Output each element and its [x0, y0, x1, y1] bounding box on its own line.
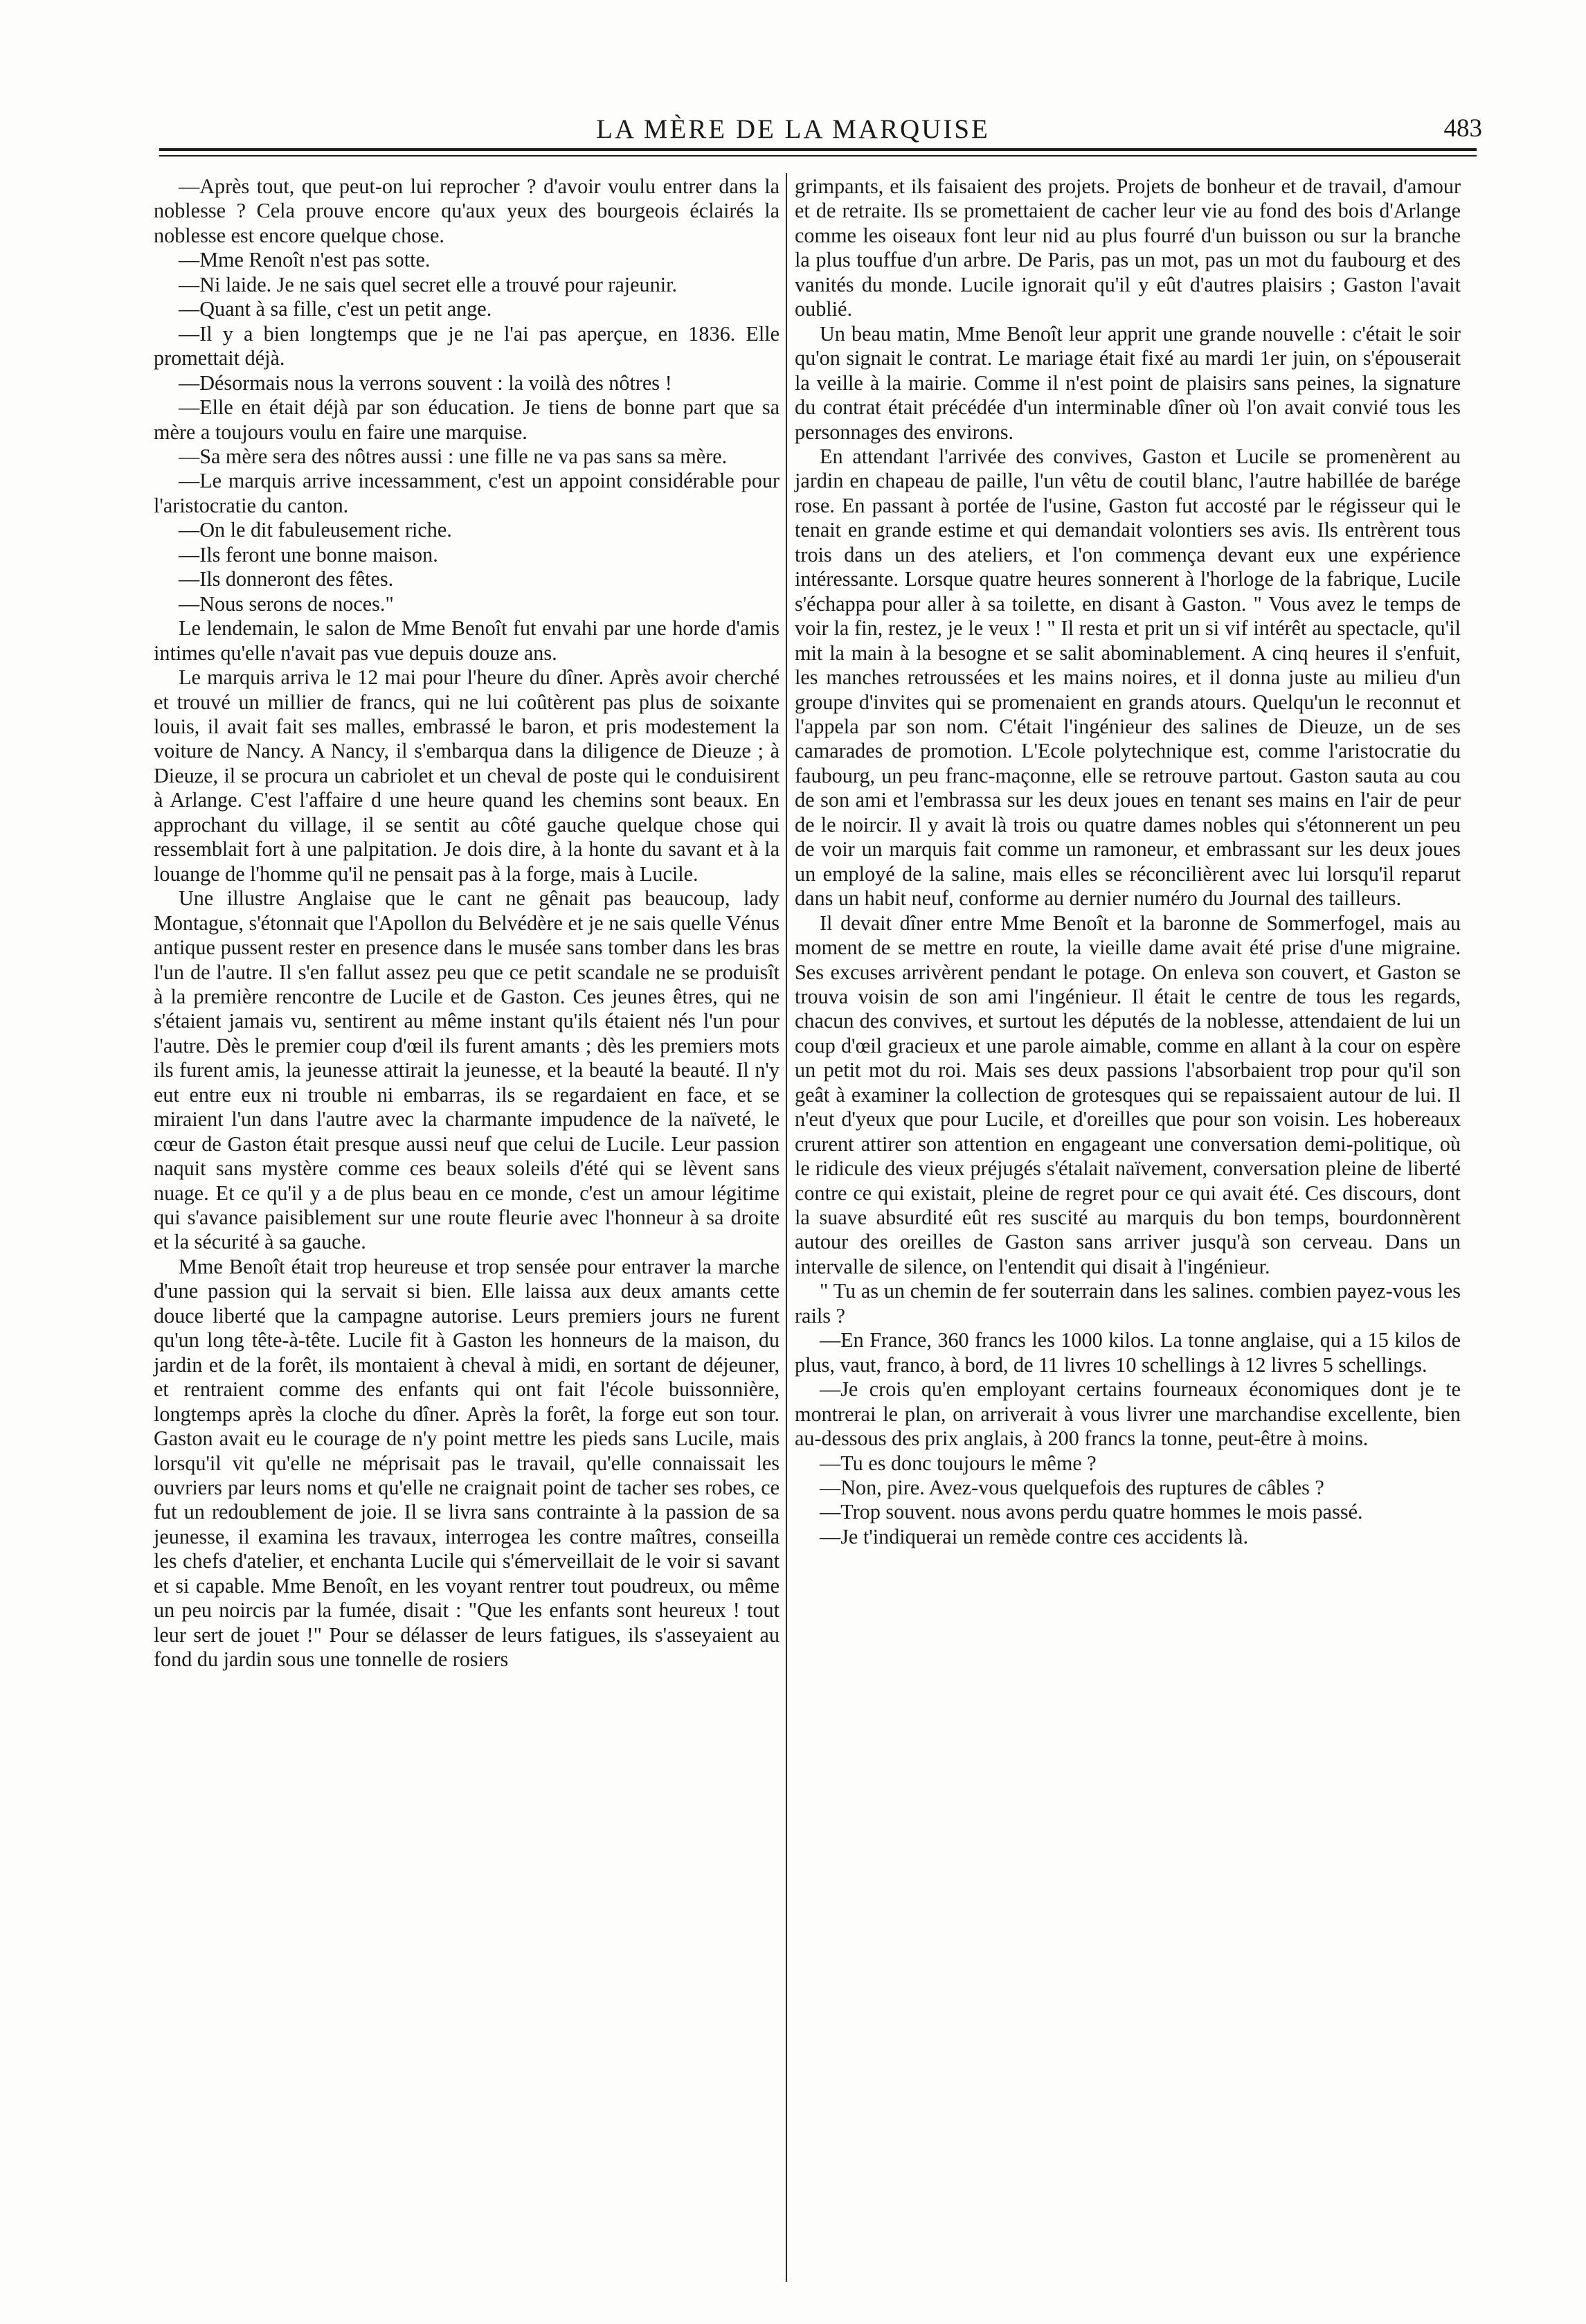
paragraph: —Ni laide. Je ne sais quel secret elle a trouvé pour rajeunir.	[179, 272, 678, 296]
paragraph: —En France, 360 francs les 1000 kilos. La tonne anglaise, qui a 15 kilos de plus, vaut, franco, à bord, de 11 livres 10 schellings à 12 livres 5 schellings.	[795, 1328, 1461, 1377]
paragraph: —Tu es donc toujours le même ?	[820, 1451, 1097, 1475]
paragraph: Il devait dîner entre Mme Benoît et la baronne de Sommerfogel, mais au moment de se mettre en route, la vieille dame avait été prise d'une migraine. Ses excuses arrivèrent pendant le potage. On enleva son couvert, et Gaston se trouva voisin de son ami l'ingénieur. Il était le centre de tous les regards, chacun des convives, et surtout les députés de la noblesse, attendaient de lui un coup d'œil gracieux et une parole aimable, comme en allant à la cour on espère un petit mot du roi. Mais ses deux passions l'absorbaient trop pour qu'il son geât à examiner la collection de grotesques qui se repaissaient autour de lui. Il n'eut d'yeux que pour Lucile, et d'oreilles que pour son voisin. Les hobereaux crurent attirer son attention en engageant une conversation demi-politique, où le ridicule des vieux préjugés s'étalait naïvement, conversation pleine de liberté contre ce qui existait, pleine de regret pour ce qui avait été. Ces discours, dont la suave absurdité eût res suscité au marquis du bon temps, bourdonnèrent autour des oreilles de Gaston sans arriver jusqu'à son cerveau. Dans un intervalle de silence, on l'entendit qui disait à l'ingénieur.	[795, 911, 1461, 1278]
paragraph: Mme Benoît était trop heureuse et trop sensée pour entraver la marche d'une passion qui la servait si bien. Elle laissa aux deux amants cette douce liberté que la campagne autorise. Leurs premiers jours ne furent qu'un long tête-à-tête. Lucile fit à Gaston les honneurs de la maison, du jardin et de la forêt, ils montaient à cheval à midi, en sortant de déjeuner, et rentraient comme des enfants qui ont fait l'école buissonnière, longtemps après la cloche du dîner. Après la forêt, la forge eut son tour. Gaston avait eu le courage de n'y point mettre les pieds sans Lucile, mais lorsqu'il vit qu'elle ne méprisait pas le travail, qu'elle connaissait les ouvriers par leurs noms et qu'elle ne craignait point de tacher ses robes, ce fut un redoublement de joie. Il se livra sans contrainte à la passion de sa jeunesse, il examina les travaux, interrogea les contre maîtres, conseilla les chefs d'atelier, et enchanta Lucile qui s'émerveillait de le voir si savant et si capable. Mme Benoît, en les voyant rentrer tout poudreux, ou même un peu noircis par la fumée, disait : "Que les enfants sont heureux ! tout leur sert de jouet !" Pour se délasser de leurs fatigues, ils s'asseyaient au fond du jardin sous une tonnelle de rosiers	[154, 1254, 780, 1672]
header-rule-thin	[159, 155, 1477, 157]
paragraph: Une illustre Anglaise que le cant ne gênait pas beaucoup, lady Montague, s'étonnait que l'Apollon du Belvédère et je ne sais quelle Vénus antique pussent rester en presence dans le musée sans tomber dans les bras l'un de l'autre. Il s'en fallut assez peu que ce petit scandale ne se produisît à la première rencontre de Lucile et de Gaston. Ces jeunes êtres, qui ne s'étaient jamais vu, sentirent au même instant qu'ils étaient nés l'un pour l'autre. Dès le premier coup d'œil ils furent amants ; dès les premiers mots ils furent amis, la jeunesse attirait la jeunesse, et la beauté la beauté. Il n'y eut entre eux ni trouble ni embarras, ils se regardaient en face, et se miraient l'un dans l'autre avec la charmante impudence de la naïveté, le cœur de Gaston était presque aussi neuf que celui de Lucile. Leur passion naquit sans mystère comme ces beaux soleils d'été qui se lèvent sans nuage. Et ce qu'il y a de plus beau en ce monde, c'est un amour légitime qui s'avance paisiblement sur une route fleurie avec l'honneur à sa droite et la sécurité à sa gauche.	[154, 886, 780, 1254]
paragraph: —Je t'indiquerai un remède contre ces accidents là.	[820, 1524, 1248, 1548]
paragraph: —Mme Renoît n'est pas sotte.	[179, 248, 431, 272]
column-divider	[786, 173, 787, 2282]
paragraph: —Après tout, que peut-on lui reprocher ? d'avoir voulu entrer dans la noblesse ? Cela prouve encore qu'aux yeux des bourgeois éclairés la noblesse est encore quelque chose.	[154, 175, 780, 247]
paragraph: —Le marquis arrive incessamment, c'est un appoint considérable pour l'aristocratie du canton.	[154, 469, 780, 517]
header-rule-thick	[159, 148, 1477, 151]
paragraph: —Ils feront une bonne maison.	[179, 542, 438, 566]
paragraph: —Ils donneront des fêtes.	[179, 567, 394, 591]
running-title: LA MÈRE DE LA MARQUISE	[596, 114, 990, 144]
paragraph: —Non, pire. Avez-vous quelquefois des ruptures de câbles ?	[820, 1476, 1324, 1500]
page-number: 483	[1443, 114, 1482, 143]
paragraph: —Désormais nous la verrons souvent : la voilà des nôtres !	[179, 370, 672, 395]
paragraph: —Nous serons de noces."	[179, 591, 394, 616]
paragraph: —Il y a bien longtemps que je ne l'ai pas aperçue, en 1836. Elle promettait déjà.	[154, 321, 780, 370]
right-column	[795, 175, 1461, 1549]
paragraph: —Quant à sa fille, c'est un petit ange.	[179, 297, 492, 321]
paragraph: —Elle en était déjà par son éducation. Je tiens de bonne part que sa mère a toujours voulu en faire une marquise.	[154, 395, 780, 444]
paragraph: —Sa mère sera des nôtres aussi : une fille ne va pas sans sa mère.	[179, 444, 728, 468]
paragraph: Le lendemain, le salon de Mme Benoît fut envahi par une horde d'amis intimes qu'elle n'avait pas vue depuis douze ans.	[154, 616, 780, 665]
page-header	[0, 111, 1586, 145]
left-column	[154, 175, 780, 1672]
paragraph: —Trop souvent. nous avons perdu quatre hommes le mois passé.	[820, 1500, 1363, 1524]
paragraph: Un beau matin, Mme Benoît leur apprit une grande nouvelle : c'était le soir qu'on signait le contrat. Le mariage était fixé au mardi 1er juin, on s'épouserait la veille à la mairie. Comme il n'est point de plaisirs sans peines, la signature du contrat était précédée d'un interminable dîner où l'on avait convié tous les personnages des environs.	[795, 321, 1461, 444]
paragraph: —On le dit fabuleusement riche.	[179, 518, 452, 542]
paragraph: grimpants, et ils faisaient des projets. Projets de bonheur et de travail, d'amour et de retraite. Ils se promettaient de cacher leur vie au fond des bois d'Arlange comme les oiseaux font leur nid au plus fourré d'un buisson ou sur la branche la plus touffue d'un arbre. De Paris, pas un mot, pas un mot du faubourg et des vanités du monde. Lucile ignorait qu'il y eût d'autres plaisirs ; Gaston l'avait oublié.	[795, 175, 1461, 321]
paragraph: En attendant l'arrivée des convives, Gaston et Lucile se promenèrent au jardin en chapeau de paille, l'un vêtu de coutil blanc, l'autre habillée de barége rose. En passant à portée de l'usine, Gaston fut accosté par le régisseur qui le tenait en grande estime et qui demandait volontiers ses avis. Ils entrèrent tous trois dans un des ateliers, et l'on commença devant eux une expérience intéressante. Lorsque quatre heures sonnerent à l'horloge de la fabrique, Lucile s'échappa pour aller à sa toilette, en disant à Gaston. " Vous avez le temps de voir la fin, restez, je le veux ! " Il resta et prit un si vif intérêt au spectacle, qu'il mit la main à la besogne et se salit abominablement. A cinq heures il s'enfuit, les manches retroussées et les mains noires, et il donna juste au milieu d'un groupe d'invites qui se promenaient en grands atours. Quelqu'un le reconnut et l'appela par son nom. C'était l'ingénieur des salines de Dieuze, un de ses camarades de promotion. L'Ecole polytechnique est, comme l'aristocratie du faubourg, un peu franc-maçonne, elle se retrouve partout. Gaston sauta au cou de son ami et l'embrassa sur les deux joues en tenant ses mains en l'air de peur de le noircir. Il y avait là trois ou quatre dames nobles qui s'étonnerent un peu de voir un marquis fait comme un ramoneur, et embrassant sur les deux joues un employé de la saline, mais elles se réconcilièrent avec lui lorsqu'il reparut dans un habit neuf, conforme au dernier numéro du Journal des tailleurs.	[795, 444, 1461, 911]
paragraph: Le marquis arriva le 12 mai pour l'heure du dîner. Après avoir cherché et trouvé un millier de francs, qui ne lui coûtèrent pas plus de soixante louis, il avait fait ses malles, embrassé le baron, et pris modestement la voiture de Nancy. A Nancy, il s'embarqua dans la diligence de Dieuze ; à Dieuze, il se procura un cabriolet et un cheval de poste qui le conduisirent à Arlange. C'est l'affaire d une heure quand les chemins sont beaux. En approchant du village, il se sentit au côté gauche quelque chose qui ressemblait fort à une palpitation. Je dois dire, à la honte du savant et à la louange de l'homme qu'il ne pensait pas à la forge, mais à Lucile.	[154, 665, 780, 886]
paragraph: " Tu as un chemin de fer souterrain dans les salines. combien payez-vous les rails ?	[795, 1279, 1461, 1328]
paragraph: —Je crois qu'en employant certains fourneaux économiques dont je te montrerai le plan, on arriverait à vous livrer une marchandise excellente, bien au-dessous des prix anglais, à 200 francs la tonne, peut-être à moins.	[795, 1377, 1461, 1451]
